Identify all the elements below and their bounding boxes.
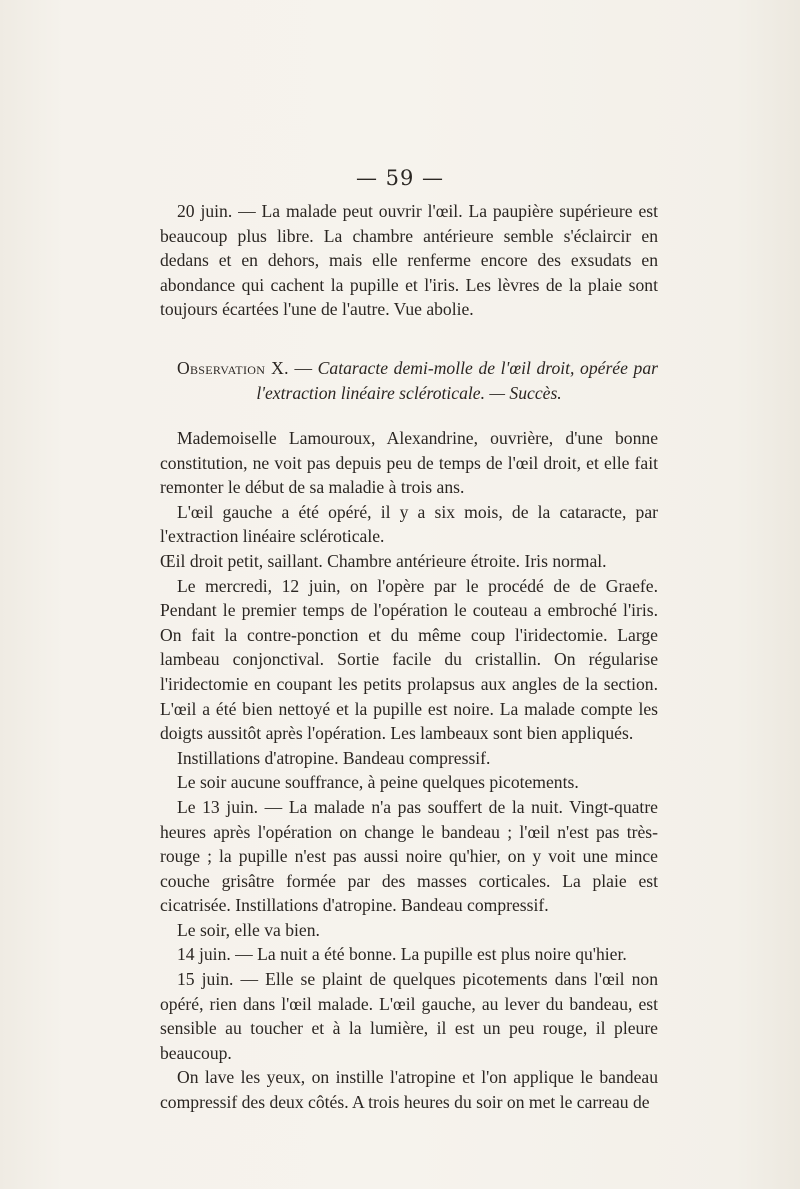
paragraph-left-eye: L'œil gauche a été opéré, il y a six mois, de la cataracte, par l'extraction linéaire scléroticale. [160,501,658,547]
paragraph-evening: Le soir aucune souffrance, à peine quelques picotements. [177,772,579,793]
paragraph-right-eye: Œil droit petit, saillant. Chambre antérieure étroite. Iris normal. [160,550,607,571]
paragraph-june-13: Le 13 juin. — La malade n'a pas souffert de la nuit. Vingt-quatre heures après l'opération on change le bandeau ; l'œil n'est pas très-rouge ; la pupille n'est pas aussi noire qu'hier, on y voit une mince couche grisâtre formée par des masses corticales. La plaie est cicatrisée. Instillations d'atropine. Bandeau compressif. [160,796,658,916]
paragraph-june-15: 15 juin. — Elle se plaint de quelques picotements dans l'œil non opéré, rien dans l'œil malade. L'œil gauche, au lever du bandeau, est sensible au toucher et à la lumière, il est un peu rouge, il pleure beaucoup. [160,969,658,1063]
paragraph-evening-2: Le soir, elle va bien. [177,919,320,940]
paragraph-instillations: Instillations d'atropine. Bandeau compressif. [177,747,491,768]
observation-heading [160,356,658,405]
top-text-block [160,199,658,322]
observation-heading-block [160,356,658,405]
paragraph-june-14: 14 juin. — La nuit a été bonne. La pupille est plus noire qu'hier. [177,944,627,965]
observation-title: Cataracte demi-molle de l'œil droit, opérée par l'extraction linéaire scléroticale. — Succès. [256,358,658,403]
page-number: — 59 — [355,166,445,190]
observation-separator: — [288,358,318,378]
main-text-block [160,426,658,1115]
paragraph-operation: Le mercredi, 12 juin, on l'opère par le procédé de de Graefe. Pendant le premier temps de l'opération le couteau a embroché l'iris. On fait la contre-ponction et du même coup l'iridectomie. Large lambeau conjonctival. Sortie facile du cristallin. On régularise l'iridectomie en coupant les petits prolapsus aux angles de la section. L'œil a été bien nettoyé et la pupille est noire. La malade compte les doigts aussitôt après l'opération. Les lambeaux sont bien appliqués. [160,575,658,744]
paragraph-patient-intro: Mademoiselle Lamouroux, Alexandrine, ouvrière, d'une bonne constitution, ne voit pas depuis peu de temps de l'œil droit, et elle fait remonter le début de sa maladie à trois ans. [160,428,658,498]
observation-label: Observation X. [177,358,289,378]
paragraph-june-20: 20 juin. — La malade peut ouvrir l'œil. La paupière supérieure est beaucoup plus libre. La chambre antérieure semble s'éclaircir en dedans et en dehors, mais elle renferme encore des exsudats en abondance qui cachent la pupille et l'iris. Les lèvres de la plaie sont toujours écartées l'une de l'autre. Vue abolie. [160,201,658,320]
paragraph-final: On lave les yeux, on instille l'atropine et l'on applique le bandeau compressif des deux côtés. A trois heures du soir on met le carreau de [160,1067,658,1113]
